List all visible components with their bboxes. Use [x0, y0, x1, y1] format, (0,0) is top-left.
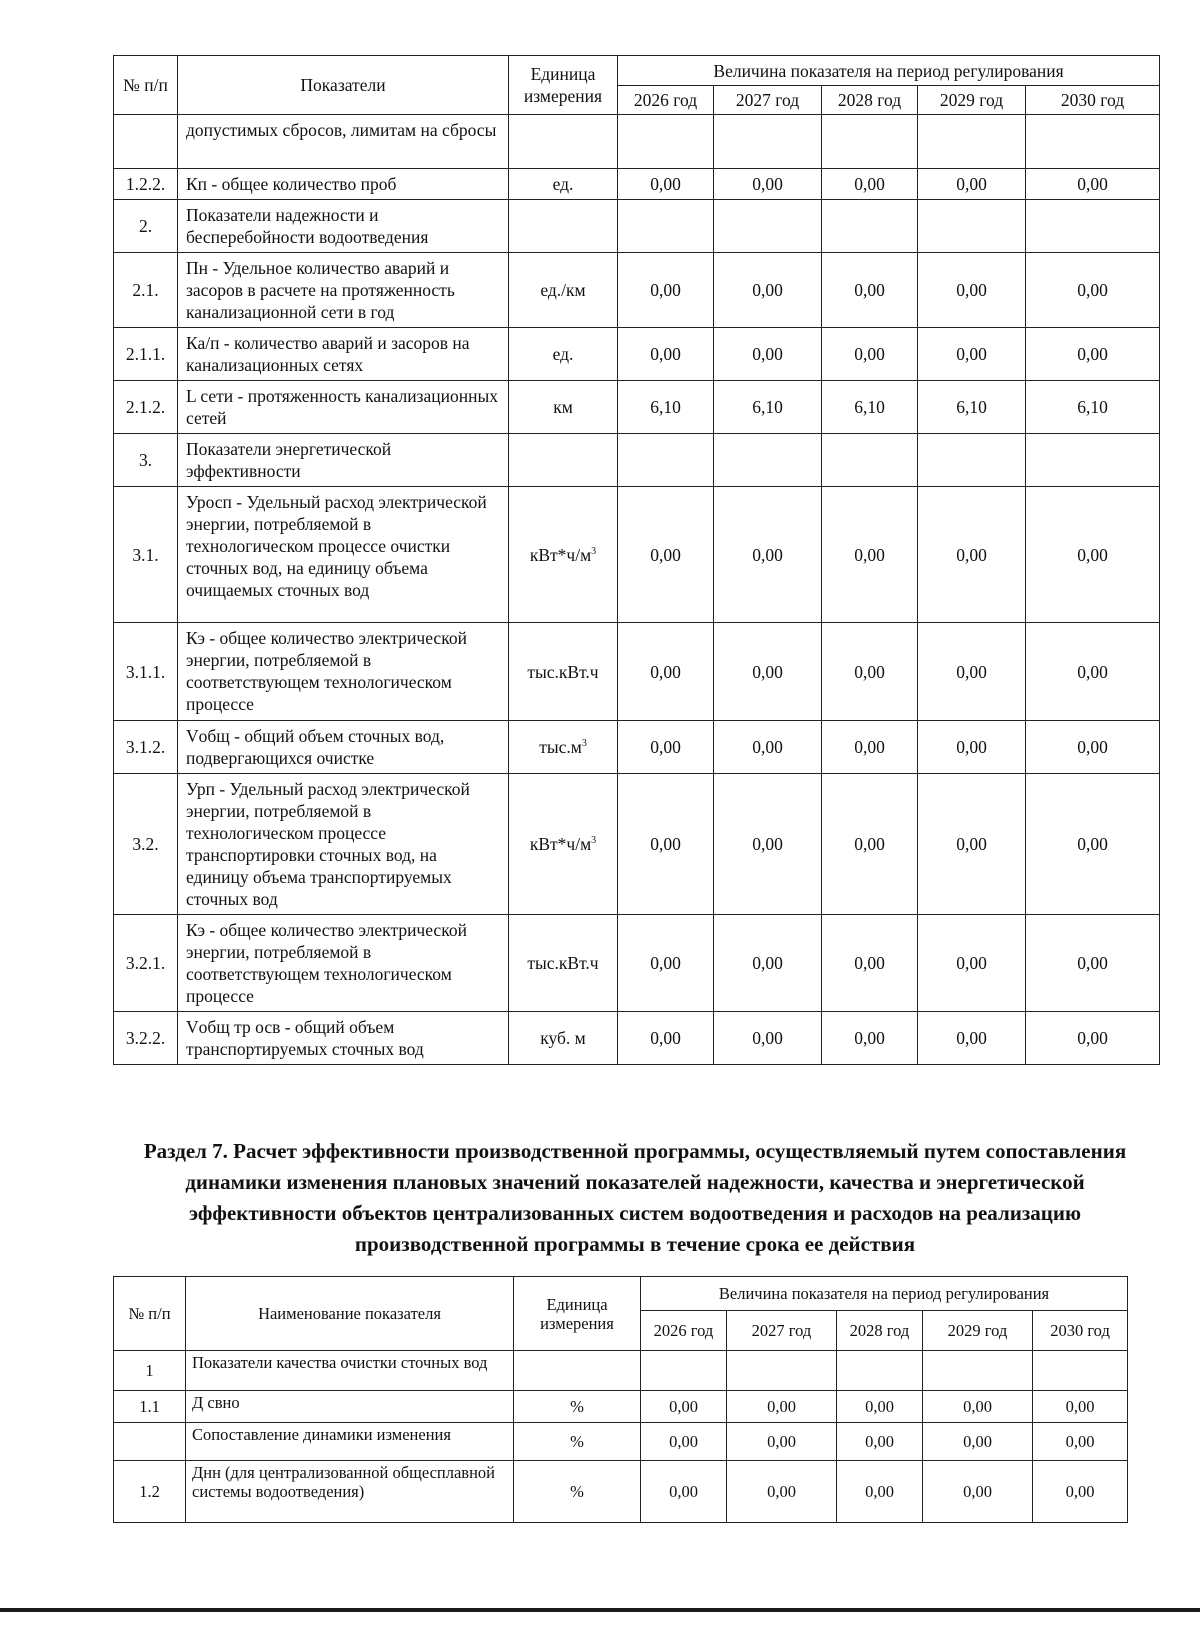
value-cell: 0,00: [822, 721, 918, 774]
indicators-table: [113, 55, 1160, 1065]
header-unit: Единица измерения: [509, 56, 618, 115]
value-cell: [714, 434, 822, 487]
value-cell: 0,00: [618, 721, 714, 774]
unit-cell: [514, 1351, 641, 1391]
unit-cell: [509, 253, 618, 328]
value-cell: 0,00: [618, 774, 714, 915]
header-year: 2030 год: [1033, 1311, 1128, 1351]
header-name: Наименование показателя: [186, 1277, 514, 1351]
value-cell: 0,00: [1026, 169, 1160, 200]
value-cell: 0,00: [714, 487, 822, 623]
value-cell: 0,00: [923, 1461, 1033, 1523]
unit-cell: [509, 623, 618, 721]
unit-cell: [509, 169, 618, 200]
header-year: 2027 год: [727, 1311, 837, 1351]
indicator-name: Пн - Удельное количество аварий и засоров в расчете на протяженность канализационной сети в год: [178, 253, 509, 328]
indicator-name: Урп - Удельный расход электрической энергии, потребляемой в технологическом процессе транспортировки сточных вод, на единицу объема транспортируемых сточных вод: [178, 774, 509, 915]
value-cell: 0,00: [641, 1391, 727, 1423]
row-number: 1.1: [114, 1391, 186, 1423]
indicator-name: Кэ - общее количество электрической энергии, потребляемой в соответствующем технологическом процессе: [178, 915, 509, 1012]
table-row: [114, 328, 1160, 381]
value-cell: 0,00: [822, 253, 918, 328]
value-cell: 0,00: [1026, 328, 1160, 381]
unit-text: ед.: [552, 344, 574, 364]
value-cell: [822, 115, 918, 169]
unit-cell: [514, 1423, 641, 1461]
table-row: [114, 774, 1160, 915]
value-cell: [918, 200, 1026, 253]
value-cell: 0,00: [618, 328, 714, 381]
header-period: Величина показателя на период регулирования: [618, 56, 1160, 86]
row-number: 2.1.1.: [114, 328, 178, 381]
unit-text: ед.: [552, 174, 574, 194]
value-cell: 0,00: [618, 915, 714, 1012]
value-cell: [822, 434, 918, 487]
indicator-name: Уросп - Удельный расход электрической энергии, потребляемой в технологическом процессе очистки сточных вод, на единицу объема очищаемых сточных вод: [178, 487, 509, 623]
value-cell: 0,00: [641, 1461, 727, 1523]
row-number: 1.2.2.: [114, 169, 178, 200]
unit-cell: [509, 915, 618, 1012]
table-row: [114, 115, 1160, 169]
value-cell: 0,00: [1026, 1012, 1160, 1065]
unit-cell: [509, 434, 618, 487]
value-cell: 0,00: [918, 487, 1026, 623]
table-row: [114, 1391, 1128, 1423]
indicator-name: Показатели надежности и бесперебойности водоотведения: [178, 200, 509, 253]
table-row: [114, 623, 1160, 721]
value-cell: 0,00: [1026, 721, 1160, 774]
row-number: 3.2.2.: [114, 1012, 178, 1065]
value-cell: [837, 1351, 923, 1391]
value-cell: 6,10: [618, 381, 714, 434]
unit-text: тыс.кВт.ч: [527, 953, 599, 973]
value-cell: 0,00: [714, 1012, 822, 1065]
value-cell: 0,00: [1033, 1461, 1128, 1523]
value-cell: [1033, 1351, 1128, 1391]
indicator-name: Сопоставление динамики изменения: [186, 1423, 514, 1461]
value-cell: 6,10: [822, 381, 918, 434]
header-year: 2026 год: [641, 1311, 727, 1351]
value-cell: [918, 434, 1026, 487]
value-cell: 0,00: [618, 169, 714, 200]
unit-cell: [514, 1461, 641, 1523]
row-number: 2.1.: [114, 253, 178, 328]
value-cell: [1026, 200, 1160, 253]
value-cell: 0,00: [714, 253, 822, 328]
value-cell: 0,00: [1033, 1423, 1128, 1461]
unit-text: куб. м: [540, 1028, 586, 1048]
unit-cell: [509, 381, 618, 434]
unit-cell: [509, 115, 618, 169]
value-cell: [822, 200, 918, 253]
value-cell: 0,00: [618, 623, 714, 721]
indicator-name: Днн (для централизованной общесплавной системы водоотведения): [186, 1461, 514, 1523]
row-number: 3.1.1.: [114, 623, 178, 721]
value-cell: 0,00: [1026, 487, 1160, 623]
value-cell: 0,00: [714, 721, 822, 774]
unit-text: тыс.м: [539, 737, 582, 757]
table-row: [114, 1351, 1128, 1391]
value-cell: 0,00: [727, 1391, 837, 1423]
table-row: [114, 1012, 1160, 1065]
row-number: 3.2.1.: [114, 915, 178, 1012]
row-number: 3.1.: [114, 487, 178, 623]
header-num: № п/п: [114, 56, 178, 115]
value-cell: 0,00: [714, 623, 822, 721]
unit-cell: [514, 1391, 641, 1423]
header-year: 2029 год: [923, 1311, 1033, 1351]
value-cell: 0,00: [837, 1391, 923, 1423]
header-name: Показатели: [178, 56, 509, 115]
value-cell: [727, 1351, 837, 1391]
table-row: [114, 1461, 1128, 1523]
unit-text: тыс.кВт.ч: [527, 661, 599, 682]
value-cell: [618, 434, 714, 487]
value-cell: 0,00: [1026, 915, 1160, 1012]
table-row: [114, 381, 1160, 434]
value-cell: 0,00: [727, 1423, 837, 1461]
value-cell: 0,00: [822, 169, 918, 200]
value-cell: 0,00: [923, 1391, 1033, 1423]
unit-cell: [509, 774, 618, 915]
value-cell: 0,00: [918, 169, 1026, 200]
value-cell: [618, 200, 714, 253]
table-row: [114, 434, 1160, 487]
row-number: 2.1.2.: [114, 381, 178, 434]
value-cell: 0,00: [618, 487, 714, 623]
row-number: 2.: [114, 200, 178, 253]
value-cell: 0,00: [822, 487, 918, 623]
indicator-name: Кп - общее количество проб: [178, 169, 509, 200]
indicator-name: Д свно: [186, 1391, 514, 1423]
unit-cell: [509, 328, 618, 381]
value-cell: 0,00: [923, 1423, 1033, 1461]
row-number: 3.: [114, 434, 178, 487]
value-cell: 0,00: [837, 1461, 923, 1523]
unit-superscript: 3: [591, 545, 597, 557]
unit-cell: [509, 721, 618, 774]
header-num: № п/п: [114, 1277, 186, 1351]
value-cell: 0,00: [822, 915, 918, 1012]
value-cell: 6,10: [918, 381, 1026, 434]
value-cell: 0,00: [618, 253, 714, 328]
table-row: [114, 915, 1160, 1012]
row-number: 1.2: [114, 1461, 186, 1523]
value-cell: 0,00: [641, 1423, 727, 1461]
unit-cell: [509, 1012, 618, 1065]
value-cell: 0,00: [918, 721, 1026, 774]
table-row: [114, 721, 1160, 774]
header-year: 2029 год: [918, 86, 1026, 115]
value-cell: [714, 200, 822, 253]
table-row: [114, 253, 1160, 328]
header-year: 2028 год: [837, 1311, 923, 1351]
value-cell: 0,00: [918, 774, 1026, 915]
indicator-name: L сети - протяженность канализационных сетей: [178, 381, 509, 434]
value-cell: 0,00: [918, 623, 1026, 721]
unit-cell: [509, 487, 618, 623]
value-cell: 0,00: [714, 328, 822, 381]
value-cell: 0,00: [918, 915, 1026, 1012]
value-cell: 0,00: [918, 328, 1026, 381]
value-cell: 0,00: [727, 1461, 837, 1523]
value-cell: [1026, 115, 1160, 169]
unit-text: кВт*ч/м: [529, 544, 592, 565]
value-cell: 6,10: [1026, 381, 1160, 434]
table-row: [114, 169, 1160, 200]
value-cell: 0,00: [1026, 623, 1160, 721]
indicator-name: допустимых сбросов, лимитам на сбросы: [178, 115, 509, 169]
value-cell: [918, 115, 1026, 169]
indicator-name: Vобщ тр осв - общий объем транспортируемых сточных вод: [178, 1012, 509, 1065]
value-cell: 0,00: [822, 623, 918, 721]
value-cell: 0,00: [822, 774, 918, 915]
value-cell: [714, 115, 822, 169]
indicator-name: Кэ - общее количество электрической энергии, потребляемой в соответствующем технологическом процессе: [178, 623, 509, 721]
unit-text: кВт*ч/м: [529, 834, 592, 854]
efficiency-table: [113, 1276, 1128, 1523]
unit-text: км: [553, 397, 573, 417]
section-7-title: Раздел 7. Расчет эффективности производственной программы, осуществляемый путем сопоставления динамики изменения плановых значений показателей надежности, качества и энергетической эффективности объектов централизованных систем водоотведения и расходов на реализацию производственной программы в течение срока ее действия: [143, 1139, 1127, 1256]
unit-superscript: 3: [591, 835, 597, 847]
value-cell: 0,00: [822, 1012, 918, 1065]
unit-text: ед./км: [540, 280, 586, 300]
header-unit: Единица измерения: [514, 1277, 641, 1351]
value-cell: 0,00: [837, 1423, 923, 1461]
row-number: [114, 115, 178, 169]
unit-cell: [509, 200, 618, 253]
indicator-name: Ка/п - количество аварий и засоров на канализационных сетях: [178, 328, 509, 381]
value-cell: 0,00: [1033, 1391, 1128, 1423]
row-number: 3.1.2.: [114, 721, 178, 774]
header-year: 2028 год: [822, 86, 918, 115]
header-period: Величина показателя на период регулирования: [641, 1277, 1128, 1311]
value-cell: 0,00: [714, 915, 822, 1012]
indicator-name: Vобщ - общий объем сточных вод, подвергающихся очистке: [178, 721, 509, 774]
value-cell: [1026, 434, 1160, 487]
value-cell: 0,00: [918, 253, 1026, 328]
row-number: [114, 1423, 186, 1461]
value-cell: 0,00: [822, 328, 918, 381]
value-cell: [618, 115, 714, 169]
header-year: 2030 год: [1026, 86, 1160, 115]
row-number: 1: [114, 1351, 186, 1391]
value-cell: 0,00: [918, 1012, 1026, 1065]
unit-superscript: 3: [581, 738, 587, 750]
header-year: 2027 год: [714, 86, 822, 115]
header-year: 2026 год: [618, 86, 714, 115]
table-row: [114, 487, 1160, 623]
value-cell: [641, 1351, 727, 1391]
indicator-name: Показатели энергетической эффективности: [178, 434, 509, 487]
value-cell: 0,00: [1026, 774, 1160, 915]
value-cell: 0,00: [714, 169, 822, 200]
unit-text: %: [570, 1482, 584, 1501]
scan-edge-line: [0, 1608, 1200, 1612]
unit-text: %: [570, 1432, 584, 1451]
row-number: 3.2.: [114, 774, 178, 915]
value-cell: 0,00: [714, 774, 822, 915]
indicator-name: Показатели качества очистки сточных вод: [186, 1351, 514, 1391]
table-row: [114, 1423, 1128, 1461]
unit-text: %: [570, 1397, 584, 1416]
value-cell: 0,00: [618, 1012, 714, 1065]
value-cell: [923, 1351, 1033, 1391]
value-cell: 6,10: [714, 381, 822, 434]
value-cell: 0,00: [1026, 253, 1160, 328]
table-row: [114, 200, 1160, 253]
